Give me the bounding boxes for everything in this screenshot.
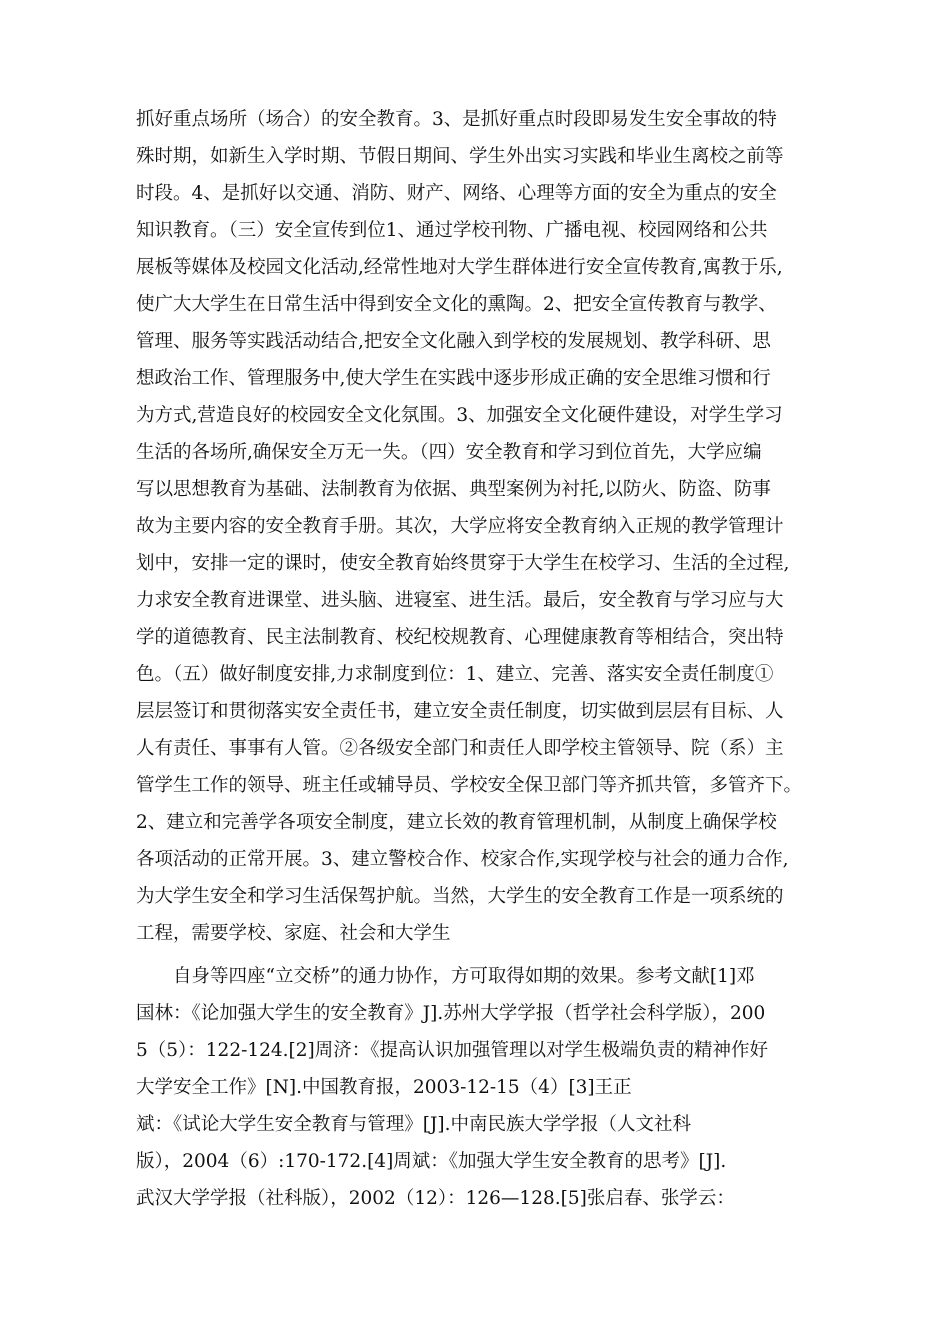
text-line: 为大学生安全和学习生活保驾护航。当然，大学生的安全教育工作是一项系统的 — [136, 886, 784, 907]
text-line: 力求安全教育进课堂、进头脑、进寝室、进生活。最后，安全教育与学习应与大 — [136, 590, 784, 611]
text-line: 故为主要内容的安全教育手册。其次，大学应将安全教育纳入正规的教学管理计 — [136, 516, 784, 537]
text-line: 武汉大学学报（社科版），2002（12）：126—128.[5]张启春、张学云： — [136, 1188, 735, 1209]
text-line: 版），2004（6）:170-172.[4]周斌：《加强大学生安全教育的思考》[J]. — [136, 1151, 727, 1172]
text-line: 大学安全工作》[N].中国教育报，2003-12-15（4）[3]王正 — [136, 1077, 632, 1098]
body-paragraph-1 — [136, 101, 826, 952]
text-line: 层层签订和贯彻落实安全责任书，建立安全责任制度，切实做到层层有目标、人 — [136, 701, 784, 722]
text-line: 知识教育。（三）安全宣传到位1、通过学校刊物、广播电视、校园网络和公共 — [136, 220, 768, 241]
body-paragraph-2-references — [136, 958, 826, 1217]
text-line: 自身等四座“立交桥”的通力协作，方可取得如期的效果。参考文献[1]邓 — [136, 966, 755, 987]
text-line: 写以思想教育为基础、法制教育为依据、典型案例为衬托,以防火、防盗、防事 — [136, 479, 771, 500]
text-line: 使广大大学生在日常生活中得到安全文化的熏陶。2、把安全宣传教育与教学、 — [136, 294, 777, 315]
text-line: 学的道德教育、民主法制教育、校纪校规教育、心理健康教育等相结合，突出特 — [136, 627, 784, 648]
text-line: 斌：《试论大学生安全教育与管理》[J].中南民族大学学报（人文社科 — [136, 1114, 691, 1135]
text-line: 管学生工作的领导、班主任或辅导员、学校安全保卫部门等齐抓共管，多管齐下。 — [136, 775, 803, 796]
text-line: 展板等媒体及校园文化活动,经常性地对大学生群体进行安全宣传教育,寓教于乐, — [136, 257, 783, 278]
text-line: 抓好重点场所（场合）的安全教育。3、是抓好重点时段即易发生安全事故的特 — [136, 109, 777, 130]
text-line: 殊时期，如新生入学时期、节假日期间、学生外出实习实践和毕业生离校之前等 — [136, 146, 784, 167]
text-line: 2、建立和完善学各项安全制度，建立长效的教育管理机制，从制度上确保学校 — [136, 812, 777, 833]
text-line: 划中，安排一定的课时，使安全教育始终贯穿于大学生在校学习、生活的全过程, — [136, 553, 790, 574]
text-line: 各项活动的正常开展。3、建立警校合作、校家合作,实现学校与社会的通力合作, — [136, 849, 789, 870]
text-line: 生活的各场所,确保安全万无一失。（四）安全教育和学习到位首先，大学应编 — [136, 442, 762, 463]
text-line: 5（5）：122-124.[2]周济：《提高认识加强管理以对学生极端负责的精神作好 — [136, 1040, 769, 1061]
text-line: 色。（五）做好制度安排,力求制度到位：1、建立、完善、落实安全责任制度① — [136, 664, 774, 685]
text-line: 想政治工作、管理服务中,使大学生在实践中逐步形成正确的安全思维习惯和行 — [136, 368, 771, 389]
text-line: 时段。4、是抓好以交通、消防、财产、网络、心理等方面的安全为重点的安全 — [136, 183, 777, 204]
text-line: 人有责任、事事有人管。②各级安全部门和责任人即学校主管领导、院（系）主 — [136, 738, 784, 759]
text-line: 管理、服务等实践活动结合,把安全文化融入到学校的发展规划、教学科研、思 — [136, 331, 771, 352]
text-line: 为方式,营造良好的校园安全文化氛围。3、加强安全文化硬件建设，对学生学习 — [136, 405, 783, 426]
text-line: 国林：《论加强大学生的安全教育》J].苏州大学学报（哲学社会科学版），200 — [136, 1003, 766, 1024]
text-line: 工程，需要学校、家庭、社会和大学生 — [136, 923, 451, 944]
